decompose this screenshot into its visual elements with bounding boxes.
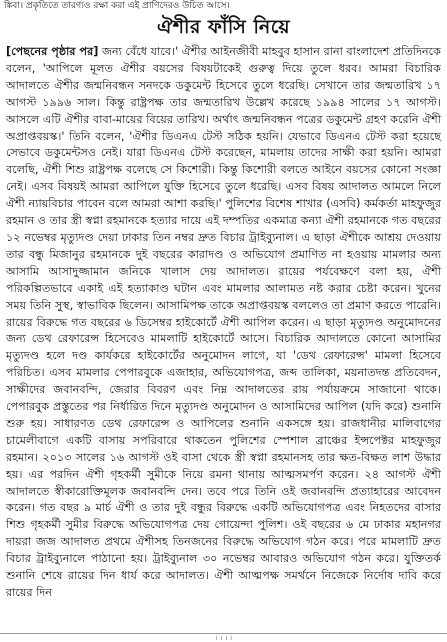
article-text: জন্য বেঁধে যাবে।' ঐশীর আইনজীবী মাহবুব হাসান রানা বাংলাদেশ প্রতিদিনকে বলেন, 'আপিলে মূলত ঐশীর বয়সের বিষয়টাকেই গুরুত্ব দিয়ে তুলে ধরব। আমরা বিচারিক আদালতে ঐশীর জন্মনিবন্ধন সনদকে ডকুমেন্ট হিসেবে তুলে ধরেছি। সেখানে তার জন্মতারিখ ১৭ আগস্ট ১৯৯৬ সাল। কিন্তু রাষ্ট্রপক্ষ তার জন্মতারিখ উল্লেখ করেছে ১৯৯৪ সালের ১৭ আগস্ট। আসলে এটি ঐশীর বাবা-মায়ের বিয়ের তারিখ। অর্থাৎ জন্মনিবন্ধন পত্রের ডকুমেন্ট গ্রহণ করেনি ঐশী অপ্রাপ্তবয়স্ক।' তিনি বলেন, 'ঐশীর ডিএনএ টেস্ট সঠিক হয়নি। যেভাবে ডিএনএ টেস্ট করা হয়েছে সেভাবে ডকুমেন্টসও নেই। যারা ডিএনএ টেস্ট করেছেন, মামলায় তাদের সাক্ষী করা হয়নি। আমরা বলেছি, ঐশী শিশু রাষ্ট্রপক্ষ বলেছে সে কিশোরী। কিন্তু কিশোরী বলতে আইনে বয়সের কোনো সংজ্ঞা নেই। এসব বিষয়ই আমরা আপিলে যুক্তি হিসেবে তুলে ধরেছি। এসব বিষয় আদালত আমলে নিলে ঐশী ন্যায়বিচার পাবেন বলে আমরা আশা করছি।' পুলিশের বিশেষ শাখার (এসবি) কর্মকর্তা মাহফুজুর রহমান ও তার স্ত্রী স্বপ্না রহমানকে হত্যার দায়ে এই দম্পতির একমাত্র কন্যা ঐশী রহমানকে গত বছরের ১২ নভেম্বর মৃত্যুদণ্ড দেয়া ঢাকার তিন নম্বর দ্রুত বিচার ট্রাইব্যুনাল। এ ছাড়া ঐশীকে আশ্রয় দেওয়ায় তার বন্ধু মিজানুর রহমানকে দুই বছরের কারাদণ্ড ও অভিযোগ প্রমাণিত না হওয়ায় মামলার অন্য আসামি আসাদুজ্জামান জনিকে খালাস দেয় আদালত। রায়ের পর্যবেক্ষণে বলা হয়, ঐশী পরিকল্পিতভাবে একাই এই হত্যাকাণ্ড ঘটান এবং মামলার আলামত নষ্ট করার চেষ্টা করেন। খুনের সময় তিনি সুস্থ, স্বাভাবিক ছিলেন। আসামিপক্ষ তাকে অপ্রাপ্তবয়স্ক বললেও তা প্রমাণ করতে পারেনি। রায়ের বিরুদ্ধে গত বছরের ৬ ডিসেম্বর হাইকোর্টে ঐশী আপিল করেন। এ ছাড়া মৃত্যুদণ্ড অনুমোদনের জন্য ডেথ রেফারেন্স হিসেবেও মামলাটি হাইকোর্টে আসে। বিচারিক আদালতে কোনো আসামির মৃত্যুদণ্ড হলে দণ্ড কার্যকরে হাইকোর্টের অনুমোদন লাগে, যা 'ডেথ রেফারেন্স' মামলা হিসেবে পরিচিত। এসব মামলার পেপারবুকে এজাহার, অভিযোগপত্র, জব্দ তালিকা, ময়নাতদন্ত প্রতিবেদন, সাক্ষীদের জবানবন্দি, জেরার বিবরণ এবং নিম্ন আদালতের রায় পর্যায়ক্রমে সাজানো থাকে। পেপারবুক প্রস্তুতের পর নির্ধারিত দিনে মৃত্যুদণ্ড অনুমোদন ও আসামিদের আপিল (যদি করে) শুনানি শুরু হয়। সাধারণত ডেথ রেফারেন্স ও আপিলের শুনানি একসঙ্গে হয়। রাজধানীর মালিবাগের চামেলীবাগে একটি বাসায় সপরিবারে থাকতেন পুলিশের স্পেশাল ব্রাঞ্চের ইন্সপেক্টর মাহফুজুর রহমান। ২০১৩ সালের ১৬ আগস্ট ওই বাসা থেকে স্ত্রী স্বপ্না রহমানসহ তার ক্ষত-বিক্ষত লাশ উদ্ধার হয়। এর পরদিন ঐশী গৃহকর্মী সুমীকে নিয়ে রমনা থানায় আত্মসমর্পণ করেন। ২৪ আগস্ট ঐশী আদালতে স্বীকারোক্তিমূলক জবানবন্দি দেন। তবে পরে তিনি ওই জবানবন্দি প্রত্যাহারের আবেদন করেন। গত বছর ৯ মার্চ ঐশী ও তার দুই বন্ধুর বিরুদ্ধে একটি অভিযোগপত্র এবং নিহতদের বাসার শিশু গৃহকর্মী সুমীর বিরুদ্ধে অভিযোগপত্র দেয় গোয়েন্দা পুলিশ। ওই বছরের ৬ মে ঢাকার মহানগর দায়রা জজ আদালত প্রথমে ঐশীসহ তিনজনের বিরুদ্ধে অভিযোগ গঠন করে। পরে মামলাটি দ্রুত বিচার ট্রাইব্যুনালে পাঠানো হয়। ট্রাইব্যুনাল ৩০ নভেম্বর আবারও অভিযোগ গঠন করে। যুক্তিতর্ক শুনানি শেষে রায়ের দিন ধার্য করে আদালত। ঐশী আত্মপক্ষ সমর্থনে নিজেকে নির্দোষ দাবি করে রায়ের দিন <box>6 45 441 599</box>
continued-from-tag: [পেছনের পৃষ্ঠার পর] <box>6 45 99 58</box>
previous-article-fragment: ঙ্কিবা। প্রকৃতিতে তারণ্যও রক্ষা করা এই প্রাণিদেরও উচিত আসে। <box>4 1 230 11</box>
page-footer-fragment: । । । । <box>0 633 447 642</box>
article-headline: ঐশীর ফাঁসি নিয়ে <box>156 16 291 38</box>
article-body <box>6 44 441 602</box>
